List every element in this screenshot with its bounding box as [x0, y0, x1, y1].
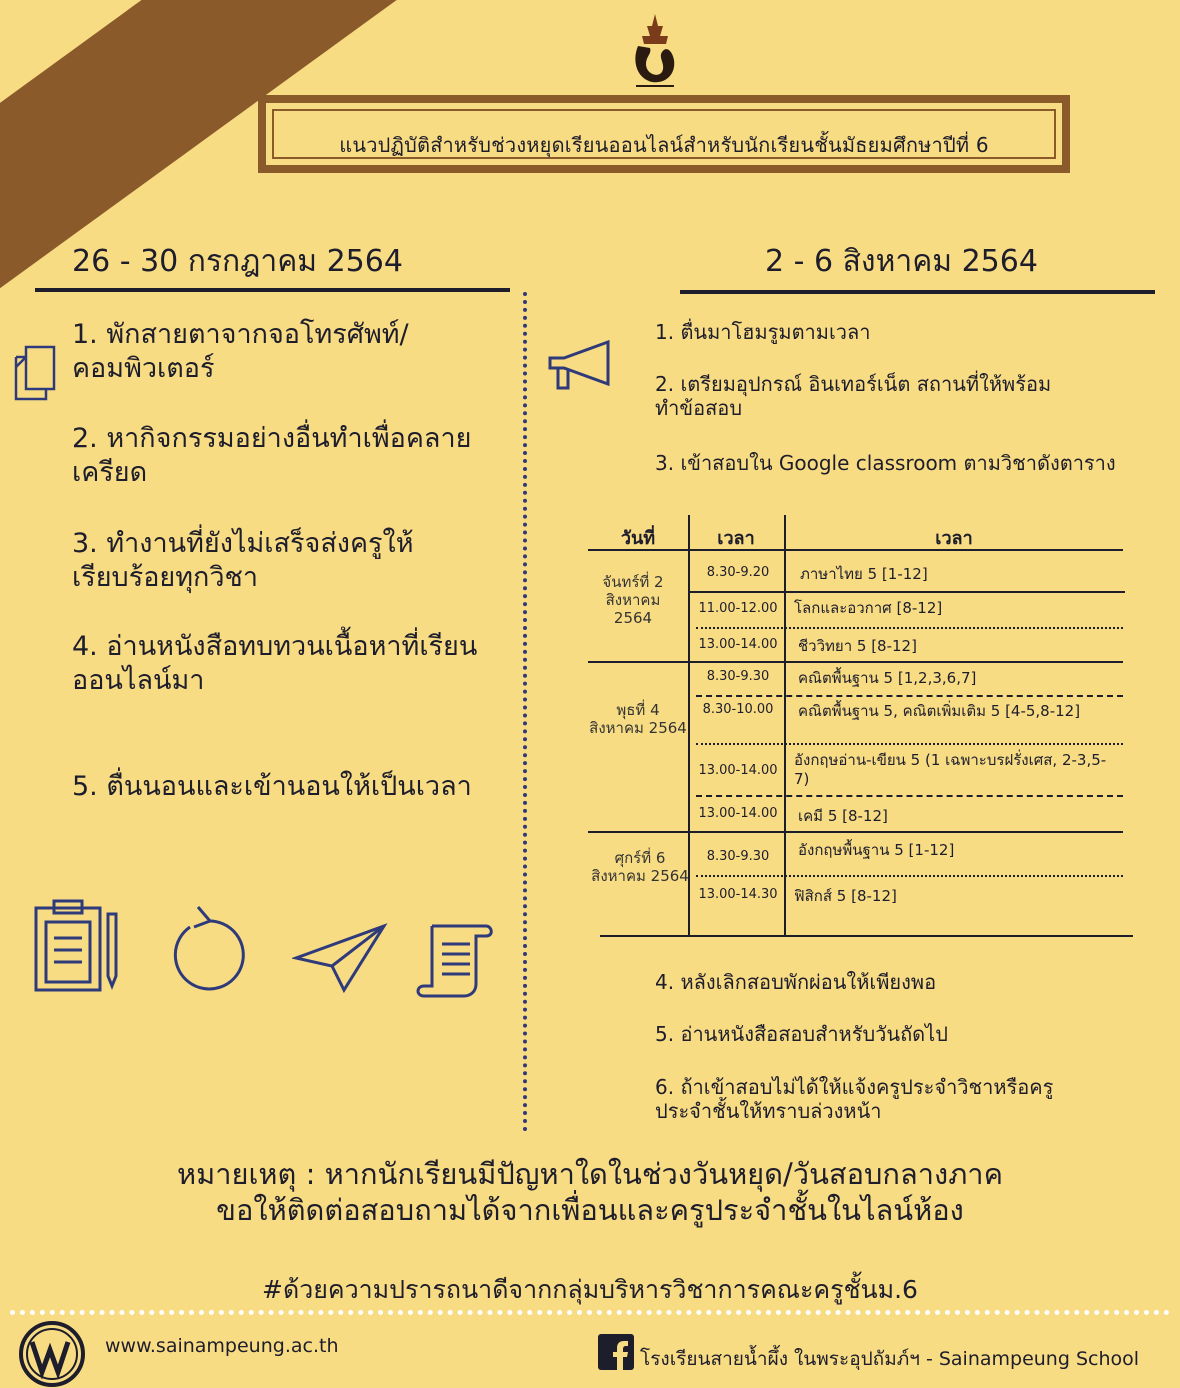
facebook-page-link[interactable]: โรงเรียนสายน้ำผึ้ง ในพระอุปถัมภ์ฯ - Sainampeung School	[640, 1348, 1140, 1370]
megaphone-icon	[546, 338, 614, 394]
table-row-subject: โลกและอวกาศ [8-12]	[794, 599, 943, 617]
right-item-4: 4. หลังเลิกสอบพักผ่อนให้เพียงพอ	[655, 970, 937, 994]
row-dashed-line	[696, 695, 1123, 697]
header-underline	[588, 549, 1123, 551]
table-row-subject: ชีววิทยา 5 [8-12]	[798, 637, 917, 655]
table-row-time: 13.00-14.00	[698, 637, 778, 652]
day-separator-2	[588, 831, 1123, 833]
table-row-subject: ฟิสิกส์ 5 [8-12]	[794, 887, 897, 905]
table-row-subject: คณิตพื้นฐาน 5 [1,2,3,6,7]	[798, 669, 977, 687]
table-header-time: เวลา	[717, 528, 755, 549]
documents-icon	[12, 345, 60, 401]
right-item-6: 6. ถ้าเข้าสอบไม่ได้ให้แจ้งครูประจำวิชาหรือครูประจำชั้นให้ทราบล่วงหน้า	[655, 1075, 1054, 1123]
hashtag-text: #ด้วยความปรารถนาดีจากกลุ่มบริหารวิชาการคณะครูชั้นม.6	[262, 1275, 918, 1304]
exam-schedule-table	[588, 515, 1133, 940]
table-row-subject: อังกฤษอ่าน-เขียน 5 (1 เฉพาะบรฝรั่งเศส, 2-3,5-7)	[794, 751, 1107, 788]
clipboard-icon	[32, 898, 122, 994]
note-line-1: หมายเหตุ : หากนักเรียนมีปัญหาใดในช่วงวันหยุด/วันสอบกลางภาค	[177, 1157, 1003, 1191]
left-item-5: 5. ตื่นนอนและเข้านอนให้เป็นเวลา	[72, 771, 472, 802]
left-date-heading: 26 - 30 กรกฎาคม 2564	[72, 244, 403, 279]
footer-dotted-separator	[10, 1310, 1170, 1315]
row-line	[690, 591, 1125, 593]
row-dotted-line	[696, 627, 1123, 629]
right-item-5: 5. อ่านหนังสือสอบสำหรับวันถัดไป	[655, 1022, 948, 1046]
refresh-icon	[168, 905, 248, 997]
table-row-time: 11.00-12.00	[698, 601, 778, 616]
left-item-3: 3. ทำงานที่ยังไม่เสร็จส่งครูให้เรียบร้อยทุกวิชา	[72, 528, 414, 593]
right-item-1: 1. ตื่นมาโฮมรูมตามเวลา	[655, 320, 871, 344]
left-item-4: 4. อ่านหนังสือทบทวนเนื้อหาที่เรียนออนไลน์มา	[72, 631, 478, 696]
table-row-time: 13.00-14.00	[698, 806, 778, 821]
right-date-heading: 2 - 6 สิงหาคม 2564	[765, 244, 1038, 279]
table-header-subject: เวลา	[935, 528, 973, 549]
left-item-1: 1. พักสายตาจากจอโทรศัพท์/คอมพิวเตอร์	[72, 319, 409, 384]
table-row-time: 8.30-9.20	[706, 565, 770, 580]
table-header-day: วันที่	[620, 528, 656, 549]
right-divider	[680, 290, 1155, 294]
right-item-3: 3. เข้าสอบใน Google classroom ตามวิชาดังตาราง	[655, 451, 1116, 475]
right-item-2: 2. เตรียมอุปกรณ์ อินเทอร์เน็ต สถานที่ให้พร้อมทำข้อสอบ	[655, 372, 1052, 420]
row-dashed-line	[696, 795, 1123, 797]
table-row-subject: อังกฤษพื้นฐาน 5 [1-12]	[798, 841, 955, 859]
row-dotted-line	[696, 743, 1123, 745]
left-divider	[35, 288, 510, 292]
note-line-2: ขอให้ติดต่อสอบถามได้จากเพื่อนและครูประจำชั้นในไลน์ห้อง	[216, 1193, 964, 1227]
table-row-time: 13.00-14.30	[698, 887, 778, 902]
royal-emblem-icon	[622, 12, 688, 92]
table-row-subject: คณิตพื้นฐาน 5, คณิตเพิ่มเติม 5 [4-5,8-12]	[798, 702, 1081, 720]
title-frame	[258, 95, 1070, 173]
table-row-time: 8.30-9.30	[706, 849, 770, 864]
day-monday: จันทร์ที่ 2 สิงหาคม 2564	[602, 573, 664, 627]
website-link[interactable]: www.sainampeung.ac.th	[105, 1335, 339, 1357]
column-separator	[523, 292, 527, 1132]
table-row-time: 13.00-14.00	[698, 763, 778, 778]
page-title: แนวปฏิบัติสำหรับช่วงหยุดเรียนออนไลน์สำหรับนักเรียนชั้นมัธยมศึกษาปีที่ 6	[339, 133, 989, 157]
day-wednesday: พุธที่ 4 สิงหาคม 2564	[589, 701, 687, 737]
row-dotted-line	[696, 875, 1123, 877]
facebook-icon	[598, 1334, 634, 1370]
table-row-subject: เคมี 5 [8-12]	[798, 807, 888, 825]
table-row-subject: ภาษาไทย 5 [1-12]	[800, 565, 928, 583]
table-row-time: 8.30-9.30	[706, 669, 770, 684]
paper-plane-icon	[292, 922, 388, 994]
day-friday: ศุกร์ที่ 6 สิงหาคม 2564	[591, 849, 689, 885]
scroll-icon	[416, 922, 496, 998]
day-separator-1	[588, 661, 1123, 663]
table-bottom-line	[600, 935, 1133, 937]
wordpress-icon	[18, 1320, 86, 1388]
left-item-2: 2. หากิจกรรมอย่างอื่นทำเพื่อคลายเครียด	[72, 423, 472, 488]
table-row-time: 8.30-10.00	[702, 702, 774, 717]
